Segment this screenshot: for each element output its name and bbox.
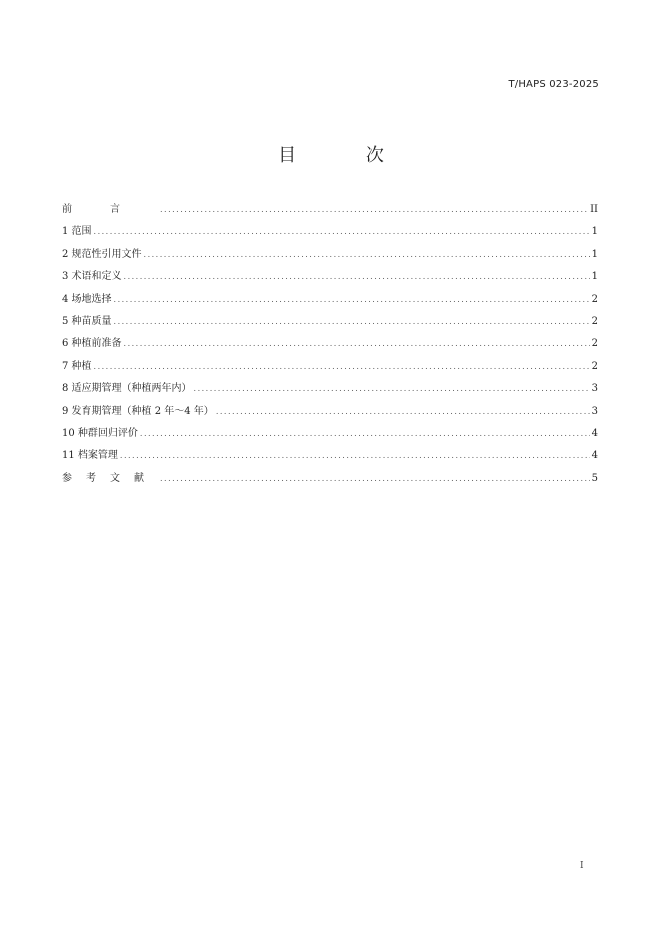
toc-leader-dots [114, 295, 590, 304]
toc-entry-page: 1 [591, 248, 598, 260]
toc-entry-page: 2 [591, 360, 598, 372]
toc-entry-scope[interactable] [62, 222, 598, 244]
toc-entry-site-selection[interactable] [62, 290, 598, 312]
toc-entry-foreword[interactable] [62, 200, 598, 222]
toc-entry-pre-planting[interactable] [62, 334, 598, 356]
toc-entry-label: 前言 [62, 204, 158, 215]
toc-entry-label: 2 规范性引用文件 [62, 248, 142, 260]
toc-entry-page: 1 [591, 226, 598, 238]
toc-leader-dots [94, 227, 590, 236]
toc-entry-label: 6 种植前准备 [62, 338, 122, 350]
toc-entry-label: 4 场地选择 [62, 293, 112, 305]
toc-entry-page: 4 [591, 427, 598, 439]
toc-leader-dots [114, 317, 590, 326]
toc-leader-dots [160, 474, 590, 483]
toc-entry-adaptation-management[interactable] [62, 379, 598, 401]
toc-entry-bibliography[interactable] [62, 469, 598, 491]
toc-entry-page: 3 [591, 383, 598, 395]
toc-entry-page: 2 [591, 293, 598, 305]
table-of-contents [62, 200, 598, 491]
toc-entry-label: 参考文献 [62, 472, 158, 484]
toc-entry-seedling-quality[interactable] [62, 312, 598, 334]
toc-leader-dots [124, 339, 590, 348]
toc-entry-label: 1 范围 [62, 226, 92, 238]
toc-entry-label: 3 术语和定义 [62, 271, 122, 283]
toc-entry-records-management[interactable] [62, 446, 598, 468]
toc-leader-dots [144, 250, 590, 259]
toc-leader-dots [120, 451, 590, 460]
toc-entry-page: 5 [591, 472, 598, 484]
toc-entry-terms-definitions[interactable] [62, 267, 598, 289]
toc-entry-page: II [590, 204, 598, 215]
toc-entry-page: 2 [591, 315, 598, 327]
toc-entry-population-evaluation[interactable] [62, 424, 598, 446]
toc-entry-label: 9 发育期管理（种植 2 年～4 年） [62, 405, 214, 417]
toc-entry-page: 1 [591, 271, 598, 283]
toc-leader-dots [160, 205, 588, 214]
toc-entry-page: 4 [591, 450, 598, 462]
toc-entry-page: 3 [591, 405, 598, 417]
toc-entry-label: 5 种苗质量 [62, 315, 112, 327]
page-number: I [580, 861, 584, 871]
toc-entry-label: 8 适应期管理（种植两年内） [62, 383, 192, 395]
toc-entry-normative-references[interactable] [62, 245, 598, 267]
toc-entry-label: 11 档案管理 [62, 450, 118, 462]
toc-entry-development-management[interactable] [62, 402, 598, 424]
toc-leader-dots [216, 407, 590, 416]
toc-leader-dots [194, 384, 590, 393]
document-code: T/HAPS 023-2025 [508, 79, 599, 90]
toc-entry-planting[interactable] [62, 357, 598, 379]
toc-entry-page: 2 [591, 338, 598, 350]
toc-leader-dots [124, 272, 590, 281]
toc-entry-label: 7 种植 [62, 360, 92, 372]
toc-leader-dots [94, 362, 590, 371]
toc-title: 目 次 [278, 145, 416, 166]
toc-leader-dots [140, 429, 590, 438]
toc-entry-label: 10 种群回归评价 [62, 427, 138, 439]
